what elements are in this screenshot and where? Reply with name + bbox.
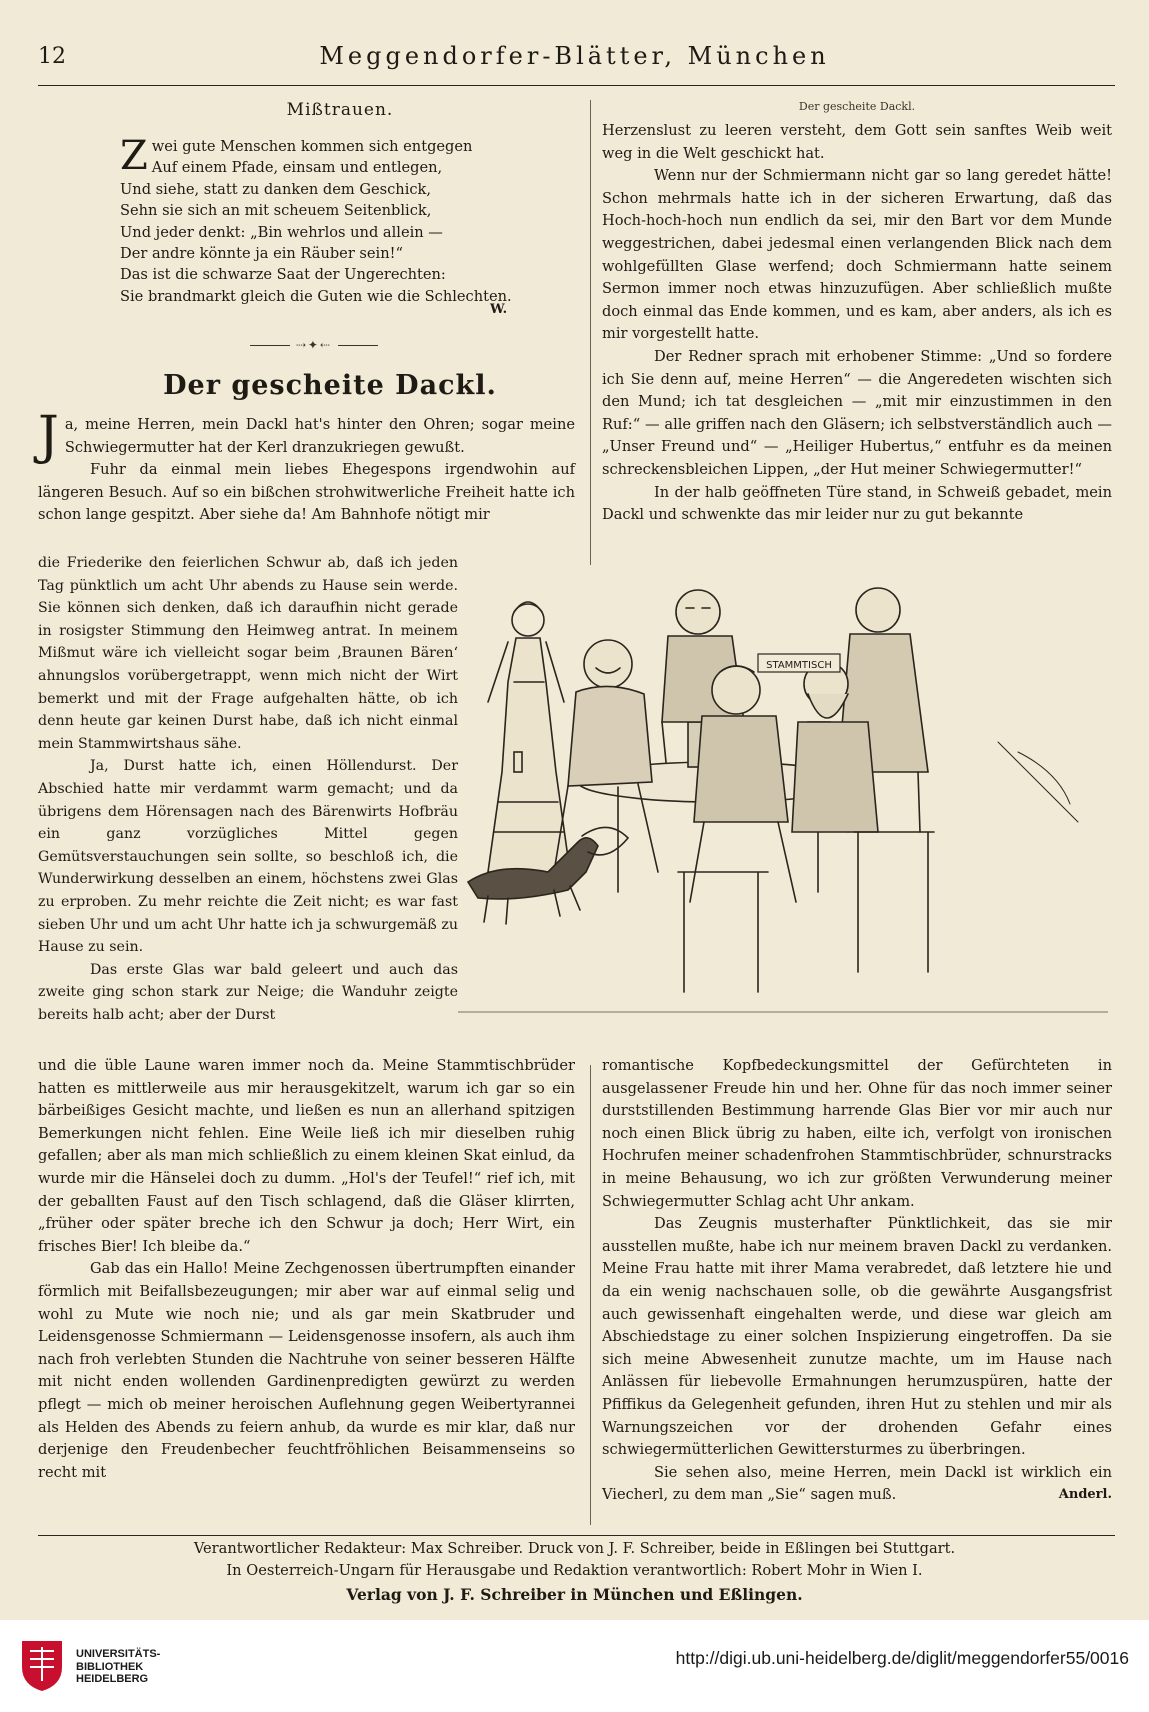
footer-editor-line: Verantwortlicher Redakteur: Max Schreiber. Druck von J. F. Schreiber, beide in Eßlingen bei Stuttgart. xyxy=(193,1540,956,1557)
drop-cap: J xyxy=(38,406,59,466)
story-paragraph: Wenn nur der Schmiermann nicht gar so lang geredet hätte! Schon mehrmals hatte ich in der sicheren Erwartung, daß das Hoch-hoch-hoch nun endlich da sei, mir den Bart vor dem Munde weggestrichen, dabei jedesmal einen verlangenden Blick nach dem wohlgefüllten Glase werfend; doch Schmiermann hatte seinem Sermon immer noch etwas hinzuzufügen. Aber schließlich mußte doch einmal das Ende kommen, und es kam, aber anders, als ich es mir vorgestellt hatte. xyxy=(602,167,1112,343)
footer-rule xyxy=(38,1535,1115,1536)
poem xyxy=(120,133,580,307)
story-paragraph: Der Redner sprach mit erhobener Stimme: „Und so fordere ich Sie denn auf, meine Herren“ — die Angeredeten wischten sich den Mund; ich tat desgleichen — „mit mir einzustimmen in den Ruf:“ — alle griffen nach den Gläsern; ich selbstverständlich auch — „Unser Freund und“ — „Heiliger Hubertus,“ entfuhr es da meinen schreckensbleichen Lippen, „der Hut meiner Schwiegermutter!“ xyxy=(602,347,1112,478)
poem-line: Das ist die schwarze Saat der Ungerechten: xyxy=(120,266,446,284)
poem-line: Sehn sie sich an mit scheuem Seitenblick, xyxy=(120,202,432,220)
story-column-right-top xyxy=(602,120,1112,527)
stammtisch-sign: STAMMTISCH xyxy=(766,660,832,671)
story-title: Der gescheite Dackl. xyxy=(163,370,497,401)
header-rule xyxy=(38,85,1115,86)
story-paragraph: Das Zeugnis musterhafter Pünktlichkeit, das sie mir ausstellen mußte, habe ich nur meinem braven Dackl zu verdanken. Meine Frau hatte mit ihrer Mama verabredet, daß letztere hie und da ein wenig nachschauen solle, ob die gewährte Ausgangsfrist auch gewissenhaft eingehalten werde, und diese war gleich am Abschiedstage zu einer solchen Inspizierung eingetroffen. Da sie sich meine Abwesenheit zunutze machte, um im Hause nach Anlässen für liebevolle Ermahnungen herumzuspüren, hatte der Pfiffikus da Gelegenheit gefunden, ihren Hut zu stehlen und mir als Warnungszeichen vor der drohenden Gefahr eines schwiegermütterlichen Gewittersturmes zu überbringen. xyxy=(602,1215,1112,1459)
source-url[interactable]: http://digi.ub.uni-heidelberg.de/diglit/meggendorfer55/0016 xyxy=(675,1648,1129,1668)
tavern-illustration xyxy=(458,572,1108,1052)
footer-austria-line: In Oesterreich-Ungarn für Herausgabe und Redaktion verantwortlich: Robert Mohr in Wien I. xyxy=(226,1562,923,1579)
story-signature: Anderl. xyxy=(1058,1487,1112,1503)
story-paragraph: Fuhr da einmal mein liebes Ehegespons irgendwohin auf längeren Besuch. Auf so ein bißchen strohwitwerliche Freiheit hatte ich schon lange gespitzt. Aber siehe da! Am Bahnhofe nötigt mir xyxy=(38,461,575,524)
story-paragraph: die Friederike den feierlichen Schwur ab, daß ich jeden Tag pünktlich um acht Uhr abends zu Hause sein werde. Sie können sich denken, daß ich daraufhin nicht gerade in rosigster Stimmung den Heimweg antrat. In meinem Mißmut wäre ich vielleicht sogar beim ‚Braunen Bären‘ ahnungslos vorübergetrappt, wenn mich nicht der Wirt bemerkt und mit der Frage aufgehalten hätte, ob ich denn heute gar keinen Durst habe, daß ich nicht einmal mein Stammwirtshaus sähe. xyxy=(38,555,458,752)
story-paragraph: Herzenslust zu leeren versteht, dem Gott sein sanftes Weib weit weg in die Welt geschickt hat. xyxy=(602,122,1112,162)
poem-initial: Z xyxy=(120,133,148,179)
footer-publisher-line: Verlag von J. F. Schreiber in München und Eßlingen. xyxy=(346,1585,803,1604)
story-paragraph: und die üble Laune waren immer noch da. Meine Stammtischbrüder hatten es mittlerweile aus mir herausgekitzelt, warum ich gar so ein bärbeißiges Gesicht machte, und ließen es nun an allerhand spitzigen Bemerkungen nicht fehlen. Eine Weile ließ ich mir dieselben ruhig gefallen; aber als man mich schließlich zu einem kleinen Skat einlud, da wurde mir die Hänselei doch zu dumm. „Hol's der Teufel!“ rief ich, mit der geballten Faust auf den Tisch schlagend, daß die Gläser klirrten, „früher oder später breche ich den Schwur ja doch; Herr Wirt, ein frisches Bier! Ich bleibe da.“ xyxy=(38,1057,575,1255)
story-column-right-bottom xyxy=(602,1055,1112,1507)
poem-title: Mißtrauen. xyxy=(286,100,394,120)
story-paragraph: In der halb geöffneten Türe stand, in Schweiß gebadet, mein Dackl und schwenkte das mir leider nur zu gut bekannte xyxy=(602,483,1112,524)
poem-line: Und jeder denkt: „Bin wehrlos und allein — xyxy=(120,223,443,241)
story-paragraph: romantische Kopfbedeckungsmittel der Gefürchteten in ausgelassener Freude hin und her. Ohne für das noch immer seiner durststillenden Bestimmung harrende Glas Bier vor mir auch nur noch einen Blick übrig zu haben, eilte ich, verfolgt von ironischen Hochrufen meiner schadenfrohen Stammtischbrüder, schnurstracks in meine Behausung, wo ich zur größten Verwunderung meiner Schwiegermutter Schlag acht Uhr ankam. xyxy=(602,1057,1112,1210)
poem-line: Der andre könnte ja ein Räuber sein!“ xyxy=(120,245,403,263)
story-paragraph: Ja, Durst hatte ich, einen Höllendurst. Der Abschied hatte mir verdammt warm gemacht; und da übrigens dem Hörensagen nach des Bärenwirts Hofbräu ein ganz vorzügliches Mittel gegen Gemütsverstauchungen sein sollte, so beschloß ich, die Wunderwirkung desselben an einem, höchstens zwei Glas zu erproben. Zu mehr reichte die Zeit nicht; es war fast sieben Uhr und um acht Uhr hatte ich ja schwurgemäß zu Hause zu sein. xyxy=(38,758,458,956)
poem-signature: W. xyxy=(490,302,508,317)
poem-line: Und siehe, statt zu danken dem Geschick, xyxy=(120,180,432,198)
university-seal-icon xyxy=(18,1637,66,1693)
story-paragraph: Ja, meine Herren, mein Dackl hat's hinter den Ohren; sogar meine Schwiegermutter hat der Kerl dranzukriegen gewußt. xyxy=(38,406,575,466)
story-column-left-bottom xyxy=(38,1055,575,1484)
poem-line: wei gute Menschen kommen sich entgegen xyxy=(151,138,473,155)
column-divider xyxy=(590,100,591,565)
section-ornament: ⇢✦⇠ xyxy=(250,338,378,352)
story-column-left-top xyxy=(38,406,575,527)
running-caption: Der gescheite Dackl. xyxy=(798,100,916,113)
journal-title: Meggendorfer-Blätter, München xyxy=(319,42,830,70)
story-paragraph: Gab das ein Hallo! Meine Zechgenossen übertrumpften einander förmlich mit Beifallsbezeugungen; mir aber war auf einmal selig und wohl zu Mute wie noch nie; und als gar mein Skatbruder und Leidensgenosse Schmiermann — Leidensgenosse insofern, als auch ihm nach froh verlebten Stunden die Nachtruhe von seiner besseren Hälfte mit nicht enden wollenden Gardinenpredigten gewürzt zu werden pflegt — mich ob meiner heroischen Auflehnung gegen Weibertyrannei als Helden des Abends zu feiern anhub, da wurde es mir klar, daß nur derjenige den Freudenbecher feuchtfröhlichen Beisammenseins so recht mit xyxy=(38,1260,575,1481)
story-paragraph: Sie sehen also, meine Herren, mein Dackl ist wirklich ein Viecherl, zu dem man „Sie“ sagen muß. Anderl. xyxy=(602,1462,1112,1507)
column-divider-lower xyxy=(590,1065,591,1525)
poem-line: Auf einem Pfade, einsam und entlegen, xyxy=(151,159,443,177)
story-column-left-narrow xyxy=(38,552,458,1026)
page-number: 12 xyxy=(38,44,66,69)
library-name: UNIVERSITÄTS- BIBLIOTHEK HEIDELBERG xyxy=(76,1648,161,1685)
poem-line: Sie brandmarkt gleich die Guten wie die Schlechten. xyxy=(120,287,512,305)
story-paragraph: Das erste Glas war bald geleert und auch das zweite ging schon stark zur Neige; die Wanduhr zeigte bereits halb acht; aber der Durst xyxy=(38,961,458,1023)
